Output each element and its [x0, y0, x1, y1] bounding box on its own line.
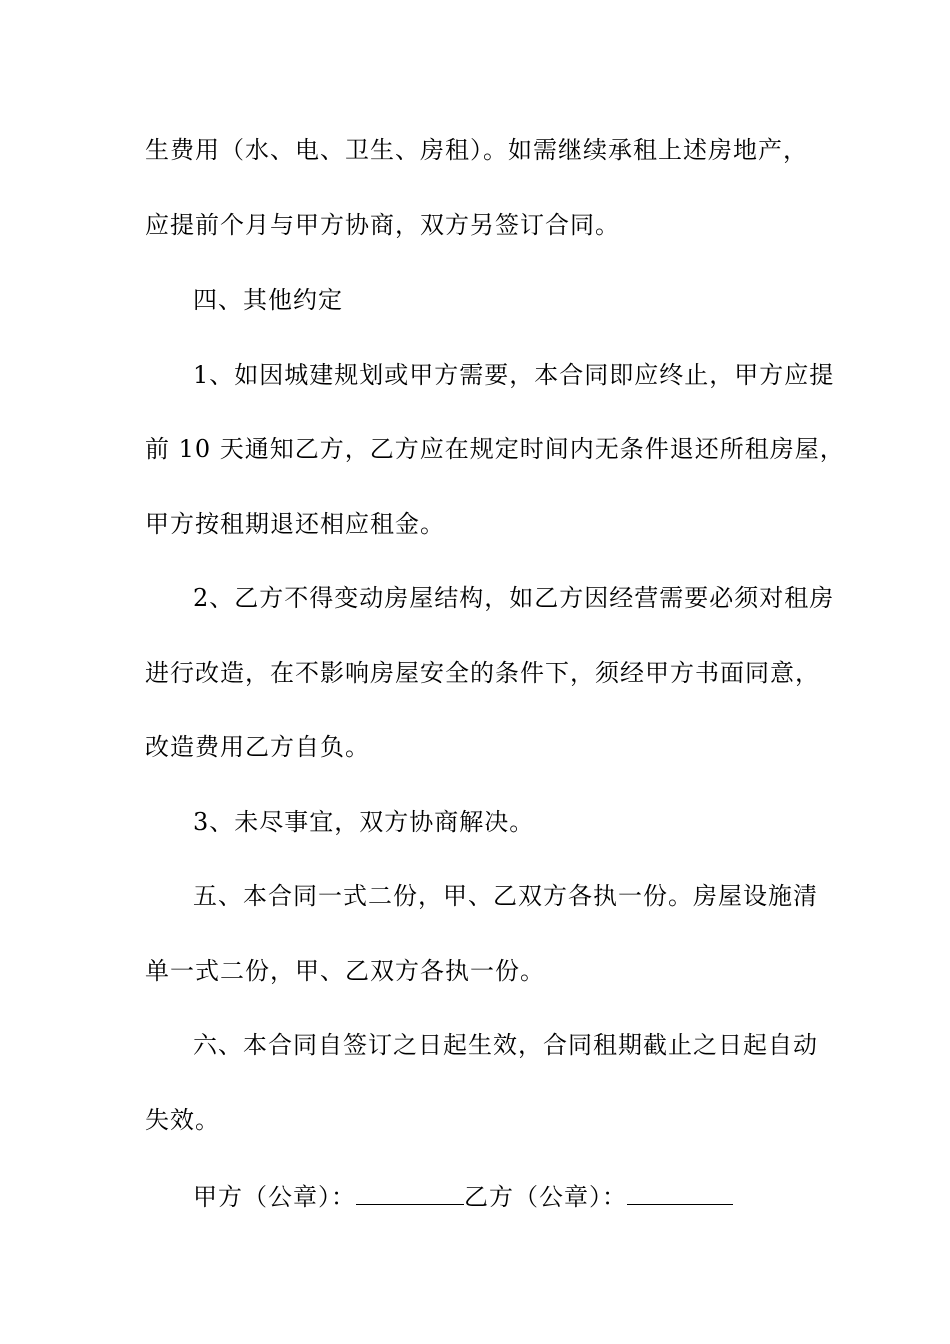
paragraph-line: 甲方按租期退还相应租金。 [145, 510, 445, 538]
signature-line [193, 1180, 733, 1212]
paragraph-line: 失效。 [145, 1106, 220, 1134]
party-b-label: 乙方（公章）： [464, 1183, 627, 1211]
party-a-signature-blank [356, 1180, 464, 1205]
paragraph-line: 进行改造，在不影响房屋安全的条件下，须经甲方书面同意， [145, 659, 820, 687]
paragraph-line: 前 10 天通知乙方，乙方应在规定时间内无条件退还所租房屋， [145, 435, 845, 463]
paragraph-line: 2、乙方不得变动房屋结构，如乙方因经营需要必须对租房 [193, 584, 835, 612]
paragraph-line: 生费用（水、电、卫生、房租）。如需继续承租上述房地产， [145, 136, 808, 164]
paragraph-line: 六、本合同自签订之日起生效，合同租期截止之日起自动 [193, 1031, 818, 1059]
paragraph-line: 1、如因城建规划或甲方需要，本合同即应终止，甲方应提 [193, 361, 835, 389]
paragraph-line: 改造费用乙方自负。 [145, 733, 370, 761]
paragraph-line: 五、本合同一式二份，甲、乙双方各执一份。房屋设施清 [193, 882, 818, 910]
party-b-signature-blank [627, 1180, 733, 1205]
section-heading: 四、其他约定 [193, 286, 343, 314]
paragraph-line: 3、未尽事宜，双方协商解决。 [193, 808, 535, 836]
paragraph-line: 应提前个月与甲方协商，双方另签订合同。 [145, 211, 620, 239]
paragraph-line: 单一式二份，甲、乙双方各执一份。 [145, 957, 545, 985]
party-a-label: 甲方（公章）： [193, 1183, 356, 1211]
